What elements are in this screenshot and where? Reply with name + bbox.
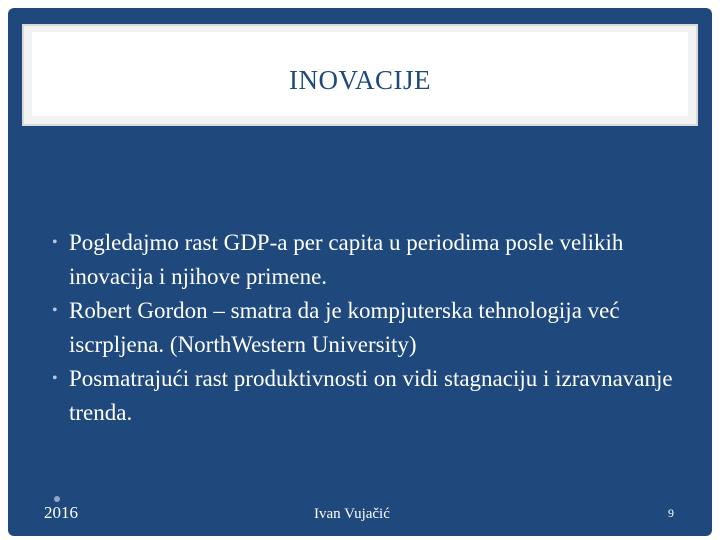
bullet-text: Posmatrajući rast produktivnosti on vidi stagnaciju i izravnavanje trenda.	[69, 366, 673, 425]
footer-author: Ivan Vujačić	[314, 506, 390, 522]
bullet-marker: •	[52, 234, 58, 251]
bullet-marker: •	[52, 370, 58, 387]
bullet-text: Pogledajmo rast GDP-a per capita u periodima posle velikih inovacija i njihove primene.	[69, 230, 624, 289]
bullet-item	[52, 226, 684, 294]
footer-date: 2016	[44, 503, 78, 522]
bullet-item	[52, 362, 684, 430]
slide-title: INOVACIJE	[288, 65, 431, 95]
bullet-marker: •	[52, 302, 58, 319]
title-area	[32, 32, 688, 116]
footer-dot	[54, 496, 60, 502]
bullet-text: Robert Gordon – smatra da je kompjuterska tehnologija već iscrpljena. (NorthWestern University)	[69, 298, 620, 357]
bullet-item	[52, 294, 684, 362]
slide-number: 9	[668, 506, 674, 520]
title-frame	[22, 24, 698, 126]
bullet-list	[52, 226, 684, 430]
